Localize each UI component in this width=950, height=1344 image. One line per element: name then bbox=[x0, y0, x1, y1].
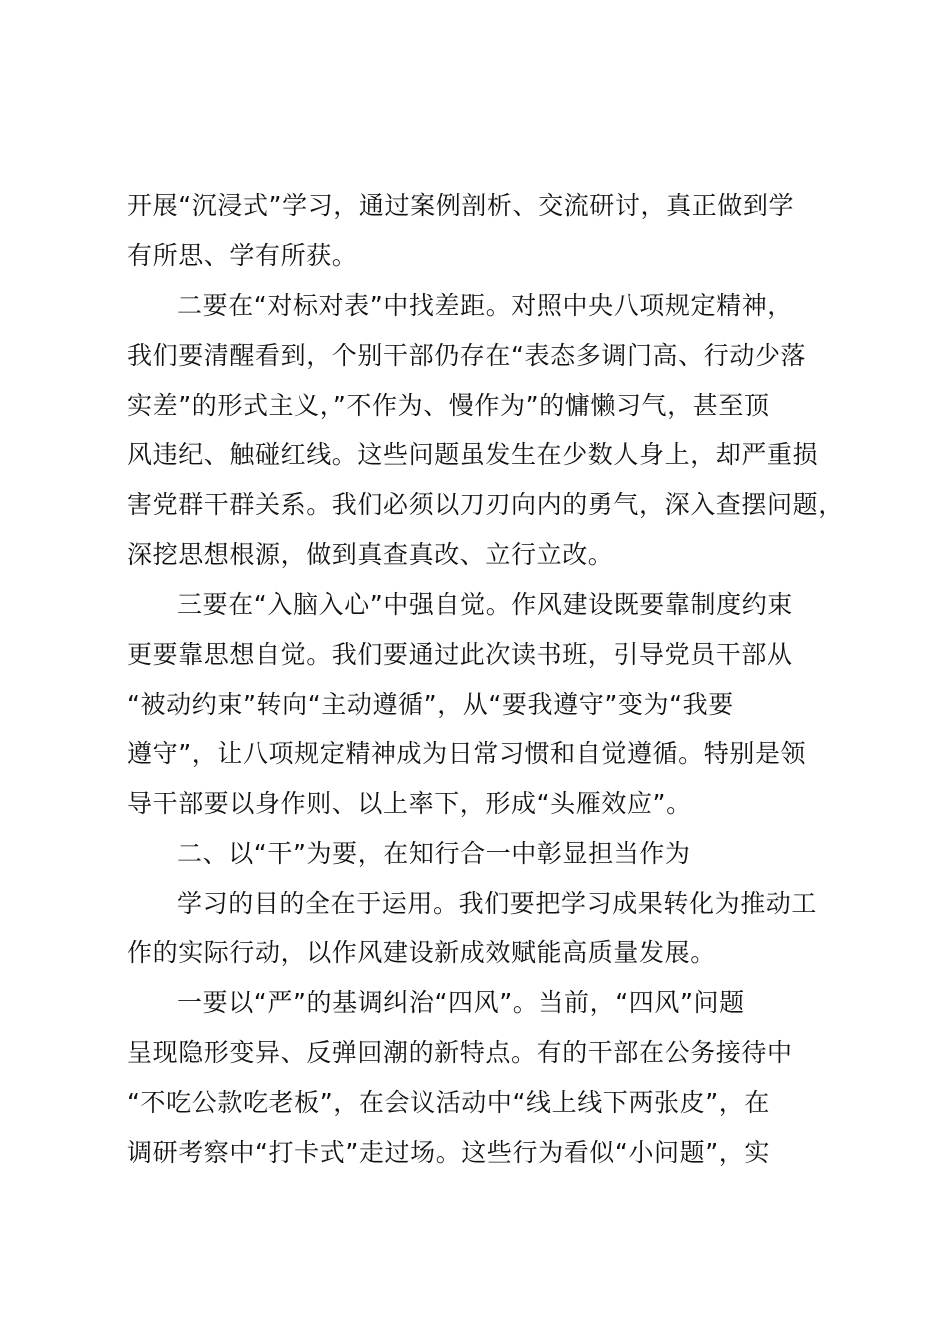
paragraph-line: 一要以“严”的基调纠治“四风”。当前，“四风”问题 bbox=[177, 988, 745, 1017]
paragraph-line: 二要在“对标对表”中找差距。对照中央八项规定精神， bbox=[177, 291, 793, 320]
paragraph-line: 我们要清醒看到，个别干部仍存在“表态多调门高、行动少落 bbox=[127, 341, 807, 370]
paragraph-line: 有所思、学有所获。 bbox=[127, 241, 358, 270]
paragraph-line: 作的实际行动，以作风建设新成效赋能高质量发展。 bbox=[127, 938, 716, 967]
paragraph-line: 实差”的形式主义，”不作为、慢作为”的慵懒习气，甚至顶 bbox=[127, 391, 770, 420]
paragraph-line: 害党群干群关系。我们必须以刀刃向内的勇气，深入查摆问题， bbox=[127, 490, 844, 519]
paragraph-line: “被动约束”转向“主动遵循”，从“要我遵守”变为“我要 bbox=[127, 690, 734, 719]
paragraph-line: 学习的目的全在于运用。我们要把学习成果转化为推动工 bbox=[177, 889, 818, 918]
paragraph-line: “不吃公款吃老板”，在会议活动中“线上线下两张皮”，在 bbox=[127, 1088, 771, 1117]
section-heading: 二、以“干”为要，在知行合一中彰显担当作为 bbox=[177, 839, 691, 868]
paragraph-line: 呈现隐形变异、反弹回潮的新特点。有的干部在公务接待中 bbox=[127, 1038, 793, 1067]
paragraph-line: 导干部要以身作则、以上率下，形成“头雁效应”。 bbox=[127, 789, 692, 818]
paragraph-line: 遵守”，让八项规定精神成为日常习惯和自觉遵循。特别是领 bbox=[127, 739, 807, 768]
paragraph-line: 三要在“入脑入心”中强自觉。作风建设既要靠制度约束 bbox=[177, 590, 793, 619]
paragraph-line: 开展“沉浸式”学习，通过案例剖析、交流研讨，真正做到学 bbox=[127, 191, 795, 220]
paragraph-line: 风违纪、触碰红线。这些问题虽发生在少数人身上，却严重损 bbox=[127, 440, 819, 469]
paragraph-line: 深挖思想根源，做到真查真改、立行立改。 bbox=[127, 540, 614, 569]
paragraph-line: 更要靠思想自觉。我们要通过此次读书班，引导党员干部从 bbox=[127, 640, 793, 669]
paragraph-line: 调研考察中“打卡式”走过场。这些行为看似“小问题”，实 bbox=[127, 1138, 771, 1167]
